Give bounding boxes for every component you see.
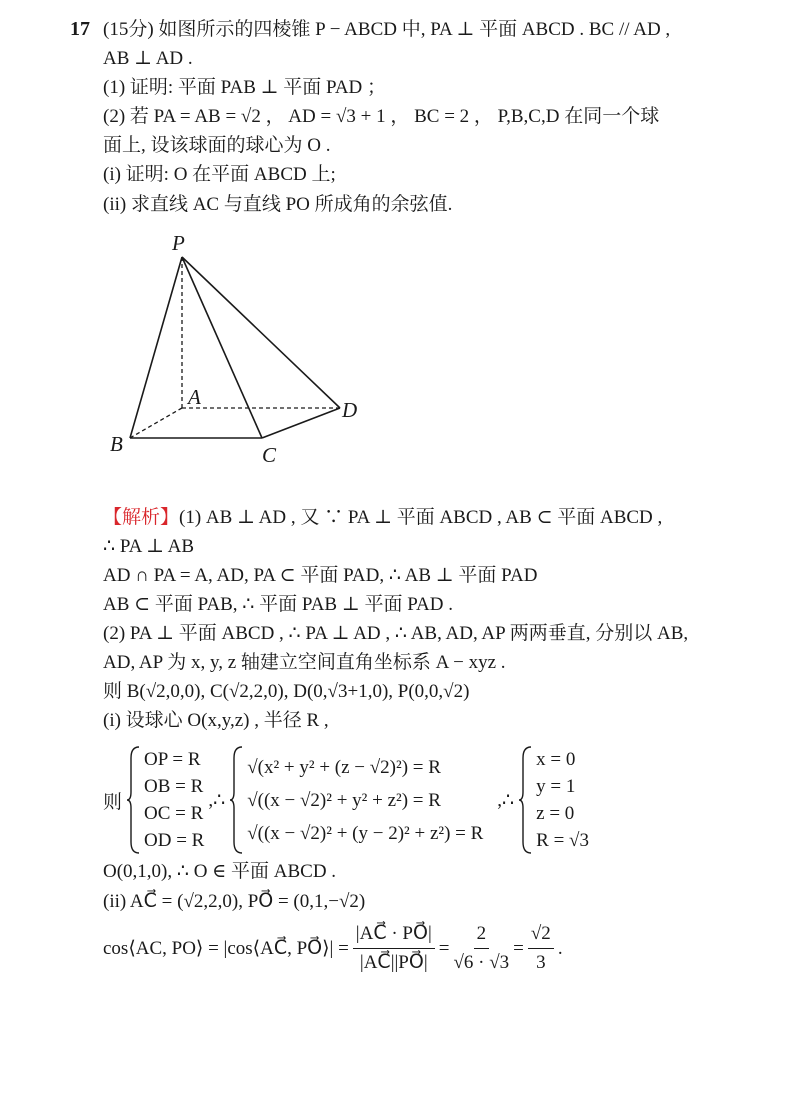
solution-line: AD ∩ PA = A, AD, PA ⊂ 平面 PAD, ∴ AB ⊥ 平面 PAD <box>103 565 538 586</box>
problem-line: (1) 证明: 平面 PAB ⊥ 平面 PAD ； <box>103 77 387 98</box>
solution-line: (ii) AC⃗ = (√2,2,0), PO⃗ = (0,1,−√2) <box>103 891 366 912</box>
label-P: P <box>172 231 185 255</box>
equals: = <box>438 937 450 959</box>
problem-line: (ii) 求直线 AC 与直线 PO 所成角的余弦值. <box>103 194 453 215</box>
label-D: D <box>342 398 358 422</box>
equation: x = 0 <box>536 749 576 770</box>
equation: OD = R <box>144 830 205 851</box>
final-equation <box>103 920 563 977</box>
system-left <box>144 746 204 854</box>
left-brace-icon <box>126 746 140 854</box>
solution-line: 则 B(√2,0,0), C(√2,2,0), D(0,√3+1,0), P(0,0,√2) <box>103 681 470 702</box>
period: . <box>557 937 563 959</box>
label-C: C <box>262 443 277 467</box>
system-prefix: 则 <box>103 791 123 813</box>
equation: R = √3 <box>536 830 589 851</box>
equation: OP = R <box>144 749 201 770</box>
therefore: ,∴ <box>497 789 515 811</box>
solution-text: (1) AB ⊥ AD , 又 ∵ PA ⊥ 平面 ABCD , AB ⊂ 平面 ABCD , <box>179 507 663 528</box>
problem-line: (15分) 如图所示的四棱锥 P − ABCD 中, PA ⊥ 平面 ABCD . BC // AD , <box>103 19 671 40</box>
therefore: ,∴ <box>208 789 226 811</box>
problem-line: (i) 证明: O 在平面 ABCD 上; <box>103 164 336 185</box>
equation: √((x − √2)² + (y − 2)² + z²) = R <box>247 822 484 844</box>
edge-PC <box>182 257 262 438</box>
label-B: B <box>110 432 123 456</box>
pyramid-figure <box>0 0 800 480</box>
edge-CD <box>262 408 340 438</box>
numerator: 2 <box>474 920 490 949</box>
numerator: |AC⃗ · PO⃗| <box>353 920 435 949</box>
problem-line: (2) 若 PA = AB = √2 ， AD = √3 + 1 ， BC = 2 ， P,B,C,D 在同一个球 <box>103 106 660 127</box>
edge-PD <box>182 257 340 408</box>
system-right <box>536 746 589 854</box>
solution-line: ∴ PA ⊥ AB <box>103 536 195 557</box>
equation: OB = R <box>144 776 204 797</box>
problem-number: 17 <box>70 18 90 40</box>
equation-system <box>103 746 589 854</box>
equation: √(x² + y² + (z − √2)²) = R <box>247 756 441 778</box>
problem-line: AB ⊥ AD . <box>103 48 193 69</box>
cos-lhs: cos⟨AC, PO⟩ = |cos⟨AC⃗, PO⃗⟩| = <box>103 938 349 959</box>
equation: y = 1 <box>536 776 576 797</box>
fraction <box>453 920 509 977</box>
solution-line: AD, AP 为 x, y, z 轴建立空间直角坐标系 A − xyz . <box>103 652 506 673</box>
equation: z = 0 <box>536 803 575 824</box>
equals: = <box>513 937 524 959</box>
denominator: |AC⃗||PO⃗| <box>359 952 428 973</box>
left-brace-icon <box>229 746 243 854</box>
left-brace-icon <box>518 746 532 854</box>
solution-line: AB ⊂ 平面 PAB, ∴ 平面 PAB ⊥ 平面 PAD . <box>103 594 453 615</box>
equation: OC = R <box>144 803 204 824</box>
solution-line: (i) 设球心 O(x,y,z) , 半径 R , <box>103 710 329 731</box>
system-middle <box>247 751 483 850</box>
denominator: 3 <box>536 952 546 973</box>
problem-line: 面上, 设该球面的球心为 O . <box>103 135 331 156</box>
denominator: √6 · √3 <box>453 952 510 973</box>
fraction <box>528 920 554 977</box>
numerator: √2 <box>528 920 554 949</box>
equation: √((x − √2)² + y² + z²) = R <box>247 789 441 811</box>
solution-line: (2) PA ⊥ 平面 ABCD , ∴ PA ⊥ AD , ∴ AB, AD, AP 两两垂直, 分别以 AB, <box>103 623 689 644</box>
fraction <box>353 920 435 977</box>
solution-line: O(0,1,0), ∴ O ∈ 平面 ABCD . <box>103 861 337 882</box>
label-A: A <box>188 385 201 409</box>
solution-tag: 【解析】 <box>103 507 180 528</box>
edge-PB <box>130 257 182 438</box>
solution-line <box>103 506 662 530</box>
